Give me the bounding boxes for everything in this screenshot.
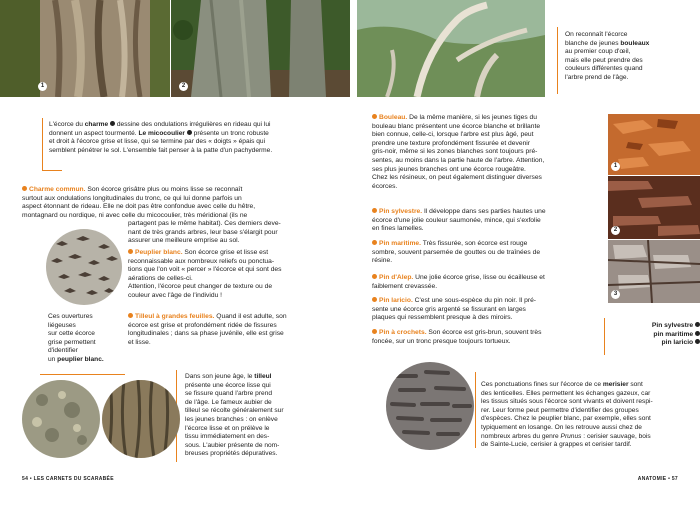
tilleul-old-image <box>102 380 180 458</box>
birch-caption <box>565 31 700 83</box>
photo-pin-sylvestre <box>608 114 700 175</box>
charme-line: aspect étonnant de rideau. Elle ne doit pas être confondue avec celle du hêtre, <box>22 203 256 211</box>
intro-line: dessine des ondulations irrégulières en rideau qui lui <box>115 121 271 128</box>
merisier-line: nombreux arbres du genre <box>481 432 561 440</box>
caption-line: breuses propriétés dépuratives. <box>185 450 278 458</box>
peuplier-title: Peuplier blanc. <box>135 249 183 256</box>
merisier-line: sont <box>628 381 643 388</box>
charme-line: nant de très grands arbres, leur base s'élargit pour <box>128 228 278 236</box>
laricio-line: plaques qui ressemblent presque à des miroirs. <box>372 314 513 322</box>
bouleau-line: bien connue, celle-ci, lorsque l'arbre est plus âgé, peut <box>372 131 534 139</box>
bouleau-line: prendre une texture profondément fissurée et devenir <box>372 139 530 147</box>
charme-line: Son écorce grisâtre plus ou moins lisse se reconnaît <box>85 186 243 193</box>
intro-underline <box>42 170 62 171</box>
photo-pin-maritime <box>608 176 700 239</box>
bullet-icon <box>372 297 377 302</box>
sylvestre-paragraph <box>372 208 602 234</box>
intro-line: L'écorce du <box>49 121 85 128</box>
sylvestre-line: en fines lamelles. <box>372 225 424 233</box>
intro-line: semblent pénétrer le sol. L'ensemble fait penser à la patte d'un pachyderme. <box>49 146 273 154</box>
laricio-line: sente une écorce gris argenté se fissurant en larges <box>372 305 526 313</box>
bullet-icon <box>372 208 377 213</box>
birch-caption-line: mais elle peut prendre des <box>565 56 643 64</box>
photo-birch-trees <box>357 0 545 97</box>
merisier-line: typiquement en losange. On les retrouve aussi chez de <box>481 423 642 431</box>
legend-divider <box>604 318 605 355</box>
charme-paragraph <box>22 186 312 220</box>
caption-keyword: tilleul <box>254 373 272 380</box>
bouleau-line: bouleau blanc présentent une écorce blanche et brillante <box>372 122 541 130</box>
charme-line: surtout aux ondulations longitudinales du tronc, ce qui lui donne parfois un <box>22 194 242 202</box>
alep-title: Pin d'Alep. <box>379 274 414 281</box>
alep-line: faiblement crevassée. <box>372 282 438 290</box>
bullet-icon <box>128 249 133 254</box>
charme-line: montagnard ou nordique, ni avec celle du micocoulier, très méridional (ils ne <box>22 211 248 219</box>
birch-caption-line: couleurs différentes quand <box>565 65 643 73</box>
birch-caption-keyword: bouleaux <box>620 39 650 47</box>
alep-line: Une jolie écorce grise, lisse ou écailleuse et <box>413 274 545 281</box>
caption-line: Ces ouvertures <box>48 313 93 320</box>
laricio-paragraph <box>372 297 602 323</box>
caption-line: l'écorce lisse et on prélève le <box>185 424 270 432</box>
legend-line: pin maritime <box>653 330 694 338</box>
photo-merisier-bark <box>386 362 474 450</box>
bouleau-line: gris-noir, même si les zones blanches sont toujours pré- <box>372 148 538 156</box>
crochets-title: Pin à crochets. <box>379 329 427 336</box>
photo-tilleul-young <box>22 380 100 458</box>
caption-line: se fissure quand l'arbre prend <box>185 390 273 398</box>
intro-keyword: charme <box>84 121 109 128</box>
photo-tilleul-old <box>102 380 180 458</box>
bouleau-title: Bouleau. <box>379 114 408 121</box>
footer-left: 54 • LES CARNETS DU SCARABÉE <box>22 476 114 482</box>
tilleul-line: écorce est grise et profondément ridée de fissures <box>128 321 277 329</box>
intro-line: présente un tronc robuste <box>191 129 269 137</box>
alep-paragraph <box>372 274 602 291</box>
photo-badge-1: 1 <box>38 82 47 91</box>
peuplier-line: couleur avec l'âge de l'individu ! <box>128 291 223 299</box>
tilleul-line: longitudinales ; dans sa phase juvénile, elle est grise <box>128 330 284 338</box>
peuplier-line: Attention, l'écorce peut changer de texture ou de <box>128 283 273 291</box>
merisier-divider <box>475 372 476 448</box>
tilleul-line: Quand il est adulte, son <box>214 313 287 320</box>
intro-line: et droit à l'écorce grise et lisse, qui se termine par des « doigts » épais qui <box>49 138 266 146</box>
peuplier-bark-image <box>46 229 122 305</box>
charme-line: assurer une meilleure emprise au sol. <box>128 237 240 245</box>
merisier-line: rer. Leur forme peut permettre d'identifier des groupes <box>481 406 639 414</box>
maritime-line: sombre, souvent parsemée de gouttes ou de traînées de <box>372 248 541 256</box>
bouleau-line: ses plus jeunes branches ont une écorce rougeâtre. <box>372 165 526 173</box>
tilleul-paragraph <box>128 313 328 347</box>
pine-badge-2: 2 <box>611 226 620 235</box>
bullet-icon <box>372 329 377 334</box>
maritime-line: Très fissurée, son écorce est rouge <box>421 240 528 247</box>
caption-line: grise permettent <box>48 338 96 346</box>
birch-caption-line: l'arbre prend de l'âge. <box>565 73 629 81</box>
peuplier-line: aérations de celles-ci. <box>128 274 193 282</box>
merisier-keyword: merisier <box>602 381 629 388</box>
tilleul-caption <box>185 373 325 459</box>
marker-3-icon <box>695 339 700 344</box>
bouleau-line: Chez les résineux, on peut également distinguer diverses <box>372 174 542 182</box>
bouleau-line: sentes, au moins dans la partie haute de l'arbre. Attention, <box>372 156 545 164</box>
pin-maritime-image <box>608 176 700 239</box>
caption-line: les jeunes branches : on enlève <box>185 415 278 423</box>
caption-line: tilleul se récolte généralement sur <box>185 407 284 415</box>
merisier-line: les tissus situés sous l'écorce sont vivants et doivent respi- <box>481 398 653 406</box>
tilleul-title: Tilleul à grandes feuilles. <box>135 313 215 320</box>
sylvestre-line: Il développe dans ses parties hautes une <box>422 208 546 215</box>
caption-line: de l'âge. Le fameux aubier de <box>185 398 272 406</box>
caption-line: liégeuses <box>48 321 76 329</box>
crochets-paragraph <box>372 329 602 346</box>
pine-legend <box>617 322 700 348</box>
charme-line: partagent pas le même habitat). Ces derniers deve- <box>128 220 281 227</box>
charme-trunk-image <box>0 0 170 97</box>
caption-line: sous. L'aubier présente de nom- <box>185 441 280 449</box>
laricio-line: C'est une sous-espèce du pin noir. Il pré- <box>412 297 537 304</box>
bouleau-line: De la même manière, si les jeunes tiges du <box>407 114 537 121</box>
intro-text <box>49 121 349 155</box>
pine-badge-3: 3 <box>611 290 620 299</box>
merisier-bark-image <box>386 362 474 450</box>
peuplier-caption <box>48 313 126 365</box>
bouleau-line: écorces. <box>372 182 398 190</box>
peuplier-line: tions que l'on voit « percer » l'écorce et qui sont des <box>128 266 282 274</box>
merisier-line: d'espèces. Chez le peuplier blanc, par exemple, elles sont <box>481 415 651 423</box>
maritime-paragraph <box>372 240 602 266</box>
caption-line: sur cette écorce <box>48 330 95 338</box>
bouleau-paragraph <box>372 114 602 191</box>
caption-line: d'identifier <box>48 347 78 355</box>
photo-pin-laricio <box>608 240 700 303</box>
maritime-line: résine. <box>372 257 393 265</box>
marker-1-icon <box>695 322 700 327</box>
merisier-line: de Sainte-Lucie, cerisier à grappes et cerisier tardif. <box>481 441 632 449</box>
tilleul-young-image <box>22 380 100 458</box>
crochets-line: foncée, sur un tronc presque toujours tortueux. <box>372 337 511 345</box>
bullet-icon <box>372 274 377 279</box>
photo-charme-trunk <box>0 0 170 97</box>
peuplier-line: reconnaissable aux nombreux reliefs ou ponctua- <box>128 257 275 265</box>
charme-paragraph-cont <box>128 220 318 246</box>
intro-keyword: Le micocoulier <box>138 129 185 137</box>
caption-keyword: peuplier blanc. <box>57 355 104 363</box>
caption-line: Dans son jeune âge, le <box>185 373 255 380</box>
merisier-caption <box>481 381 700 450</box>
birch-image <box>357 0 545 97</box>
intro-line: donnent un aspect tourmenté. <box>49 129 139 137</box>
photo-peuplier-bark <box>46 229 122 305</box>
birch-caption-line: au premier coup d'œil, <box>565 48 631 56</box>
charme-title: Charme commun. <box>29 186 86 193</box>
legend-line: Pin sylvestre <box>651 322 694 329</box>
merisier-genus: Prunus <box>560 432 582 440</box>
merisier-line: Ces ponctuations fines sur l'écorce de ce <box>481 381 603 388</box>
pin-laricio-image <box>608 240 700 303</box>
merisier-line: : cerisier sauvage, bois <box>581 432 651 440</box>
pin-sylvestre-image <box>608 114 700 175</box>
peuplier-caption-underline <box>40 374 125 375</box>
birch-caption-line: blanche de jeunes <box>565 39 621 47</box>
bullet-icon <box>128 313 133 318</box>
bullet-icon <box>22 186 27 191</box>
bullet-icon <box>372 240 377 245</box>
micocoulier-trunk-image <box>171 0 350 97</box>
peuplier-paragraph <box>128 249 323 301</box>
photo-badge-2: 2 <box>179 82 188 91</box>
sylvestre-title: Pin sylvestre. <box>379 208 423 215</box>
intro-divider <box>42 118 43 170</box>
caption-divider <box>557 27 558 94</box>
sylvestre-line: écorce d'une jolie couleur saumonée, mince, qui s'exfolie <box>372 216 541 224</box>
footer-right: ANATOMIE • 57 <box>637 476 678 482</box>
merisier-line: des lenticelles. Elles permettent les échanges gazeux, car <box>481 389 651 397</box>
maritime-title: Pin maritime. <box>379 240 421 247</box>
caption-line: un <box>48 355 58 363</box>
birch-caption-line: On reconnaît l'écorce <box>565 31 628 38</box>
bullet-icon <box>372 114 377 119</box>
marker-2-icon <box>695 331 700 336</box>
caption-line: tissu immédiatement en des- <box>185 433 270 441</box>
pine-badge-1: 1 <box>611 162 620 171</box>
laricio-title: Pin laricio. <box>379 297 413 304</box>
crochets-line: Son écorce est gris-brun, souvent très <box>426 329 542 336</box>
photo-micocoulier-trunk <box>171 0 350 97</box>
legend-line: pin laricio <box>661 339 694 347</box>
caption-line: présente une écorce lisse qui <box>185 381 271 389</box>
peuplier-line: Son écorce grise et lisse est <box>182 249 269 256</box>
tilleul-line: et lisse. <box>128 338 151 346</box>
